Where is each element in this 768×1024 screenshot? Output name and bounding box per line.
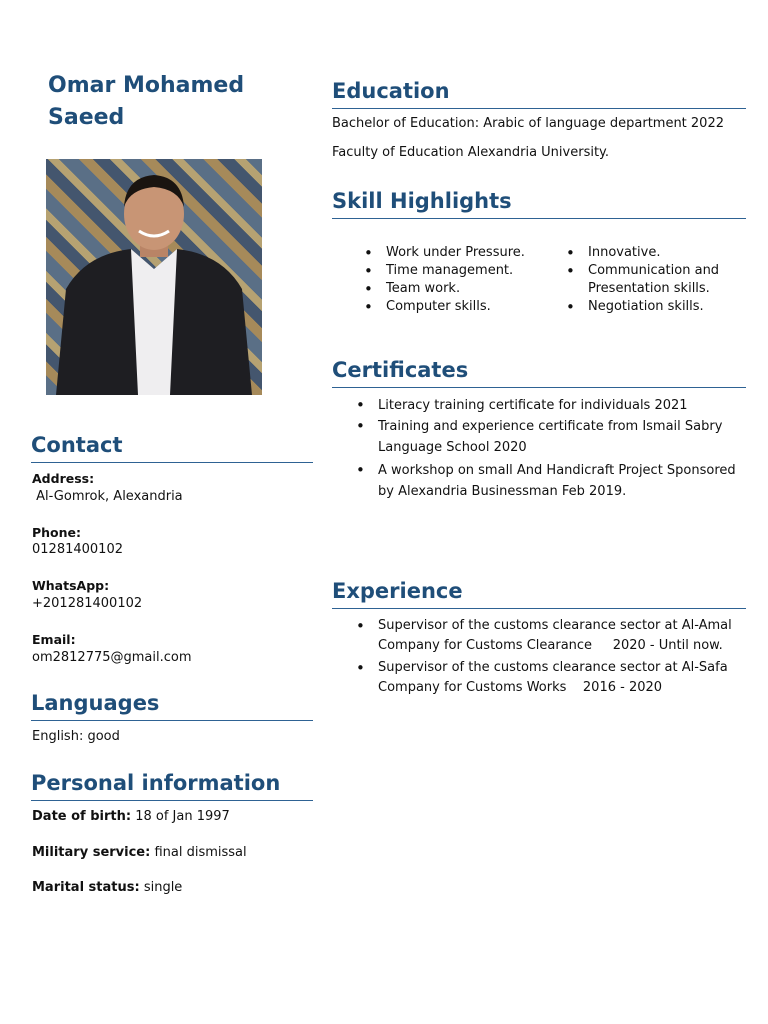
skill-item: • Computer skills. [386, 298, 556, 316]
certificate-item [378, 416, 748, 458]
skill-item: • Negotiation skills. [588, 298, 748, 316]
certificate-line: Training and experience certificate from Ismail Sabry [378, 419, 723, 434]
language-item: English: good [32, 729, 120, 744]
address-label: Address: [32, 471, 95, 486]
contact-heading: Contact [31, 430, 313, 463]
email-value: om2812775@gmail.com [32, 650, 192, 665]
certificates-heading: Certificates [332, 355, 746, 388]
address-value: Al-Gomrok, Alexandria [32, 489, 183, 504]
languages-heading: Languages [31, 688, 313, 721]
certificates-list [378, 395, 748, 502]
military-label: Military service: [32, 845, 151, 860]
certificate-line: A workshop on small And Handicraft Project Sponsored [378, 463, 736, 478]
certificate-line: Language School 2020 [378, 440, 527, 455]
dob-row [32, 809, 230, 824]
experience-item [378, 616, 748, 656]
skill-item: • Time management. [386, 262, 556, 280]
name-line-2: Saeed [48, 105, 125, 130]
phone-label: Phone: [32, 525, 82, 540]
candidate-name [48, 70, 278, 134]
skill-item: • Innovative. [588, 244, 748, 262]
phone-value: 01281400102 [32, 542, 123, 557]
name-line-1: Omar Mohamed [48, 73, 245, 98]
education-line-2: Faculty of Education Alexandria University. [332, 145, 610, 160]
skill-item: • Team work. [386, 280, 556, 298]
skill-item [588, 262, 748, 298]
dob-value: 18 of Jan 1997 [131, 809, 230, 824]
profile-photo [46, 159, 262, 395]
certificate-item [378, 460, 748, 502]
whatsapp-label: WhatsApp: [32, 578, 110, 593]
experience-line: Supervisor of the customs clearance sector at Al-Amal [378, 618, 732, 633]
skill-item-line-2: Presentation skills. [588, 281, 710, 296]
marital-value: single [139, 880, 183, 895]
person-portrait-icon [46, 159, 262, 395]
certificate-line: by Alexandria Businessman Feb 2019. [378, 484, 627, 499]
military-row [32, 845, 247, 860]
education-line-1: Bachelor of Education: Arabic of language department 2022 [332, 116, 724, 131]
experience-line: Company for Customs Clearance 2020 - Until now. [378, 638, 723, 653]
email-label: Email: [32, 632, 76, 647]
certificate-line: Literacy training certificate for individuals 2021 [378, 398, 688, 413]
personal-info-heading: Personal information [31, 768, 313, 801]
experience-line: Supervisor of the customs clearance sector at Al-Safa [378, 660, 728, 675]
certificate-item [378, 395, 748, 416]
skills-list-left [386, 244, 556, 316]
dob-label: Date of birth: [32, 809, 132, 824]
education-heading: Education [332, 76, 746, 109]
marital-row [32, 880, 182, 895]
skills-list-right [588, 244, 748, 316]
skill-item-line-1: Communication and [588, 263, 720, 278]
experience-line: Company for Customs Works 2016 - 2020 [378, 680, 663, 695]
whatsapp-value: +201281400102 [32, 596, 143, 611]
military-value: final dismissal [150, 845, 247, 860]
skill-item: • Work under Pressure. [386, 244, 556, 262]
experience-list [378, 616, 748, 698]
skills-heading: Skill Highlights [332, 186, 746, 219]
marital-label: Marital status: [32, 880, 140, 895]
experience-heading: Experience [332, 576, 746, 609]
experience-item [378, 658, 748, 698]
